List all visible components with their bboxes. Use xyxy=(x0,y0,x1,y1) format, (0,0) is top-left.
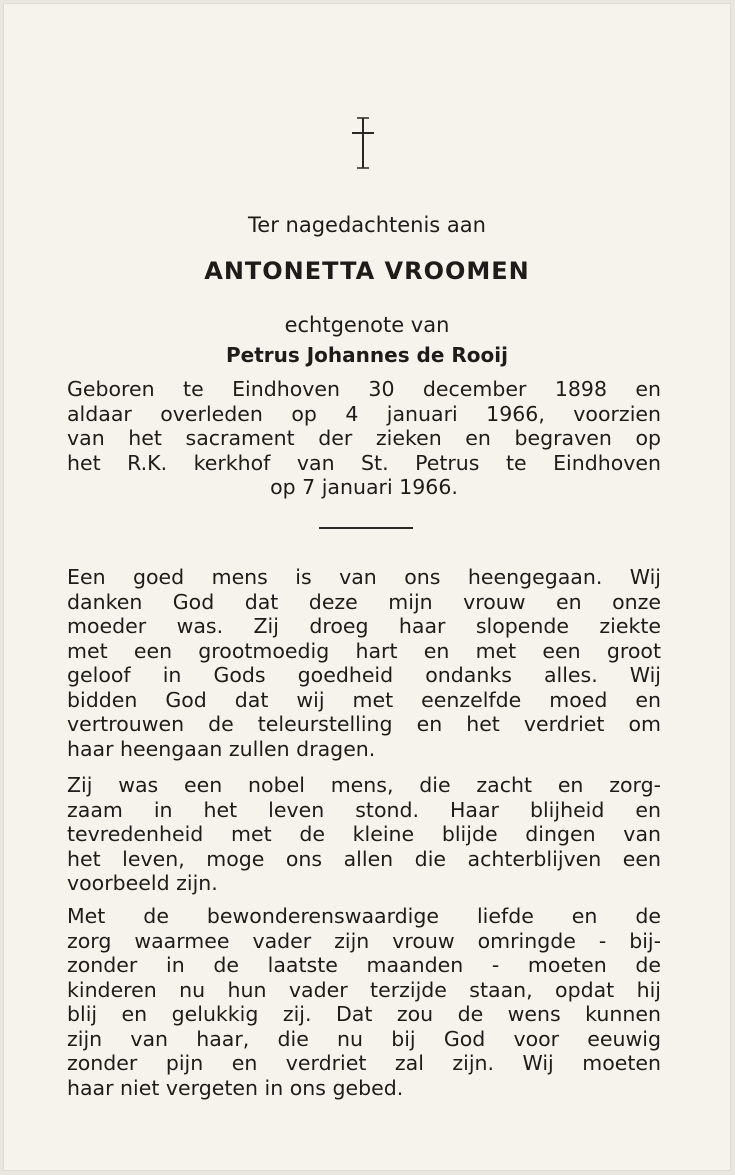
paragraph-1 xyxy=(67,565,661,761)
text-line: het leven, moge ons allen die achterblijven een xyxy=(67,846,661,871)
text-line: Met de bewonderenswaardige liefde en de xyxy=(67,904,661,928)
latin-cross-icon xyxy=(343,115,383,171)
text-line: zaam in het leven stond. Haar blijheid en xyxy=(67,797,661,822)
intro-text: Ter nagedachtenis aan xyxy=(248,213,486,237)
text-line: Zij was een nobel mens, die zacht en zorg- xyxy=(67,773,661,797)
text-line: danken God dat deze mijn vrouw en onze xyxy=(67,589,661,614)
paragraph-3 xyxy=(67,904,661,1100)
text-line: met een grootmoedig hart en met een groot xyxy=(67,638,661,663)
text-line: zonder in de laatste maanden - moeten de xyxy=(67,953,661,977)
memorial-card xyxy=(3,3,731,1171)
text-line: moeder was. Zij droeg haar slopende ziekte xyxy=(67,614,661,638)
text-line: Een goed mens is van ons heengegaan. Wij xyxy=(67,565,661,589)
text-line: het R.K. kerkhof van St. Petrus te Eindhoven xyxy=(67,450,661,475)
text-line: bidden God dat wij met eenzelfde moed en xyxy=(67,687,661,712)
text-line: blij en gelukkig zij. Dat zou de wens kunnen xyxy=(67,1002,661,1026)
text-line: Geboren te Eindhoven 30 december 1898 en xyxy=(67,377,661,401)
text-line: geloof in Gods goedheid ondanks alles. Wij xyxy=(67,663,661,687)
text-line: aldaar overleden op 4 januari 1966, voorzien xyxy=(67,401,661,426)
text-line: voorbeeld zijn. xyxy=(67,871,218,895)
text-line: kinderen nu hun vader terzijde staan, opdat hij xyxy=(67,977,661,1002)
text-line: op 7 januari 1966. xyxy=(270,475,458,499)
text-line: zorg waarmee vader zijn vrouw omringde - bij- xyxy=(67,928,661,953)
text-line: haar heengaan zullen dragen. xyxy=(67,736,376,761)
text-line: haar niet vergeten in ons gebed. xyxy=(67,1075,404,1100)
text-line: vertrouwen de teleurstelling en het verdriet om xyxy=(67,712,661,736)
spouse-label: echtgenote van xyxy=(284,313,450,337)
deceased-name: ANTONETTA VROOMEN xyxy=(204,257,530,285)
text-line: van het sacrament der zieken en begraven op xyxy=(67,426,661,450)
birth-death-details xyxy=(67,377,661,500)
text-line: zijn van haar, die nu bij God voor eeuwig xyxy=(67,1026,661,1051)
text-line: tevredenheid met de kleine blijde dingen van xyxy=(67,822,661,846)
paragraph-2 xyxy=(67,773,661,896)
divider-rule xyxy=(319,527,413,529)
text-line: zonder pijn en verdriet zal zijn. Wij moeten xyxy=(67,1051,661,1075)
spouse-name: Petrus Johannes de Rooij xyxy=(225,343,508,367)
